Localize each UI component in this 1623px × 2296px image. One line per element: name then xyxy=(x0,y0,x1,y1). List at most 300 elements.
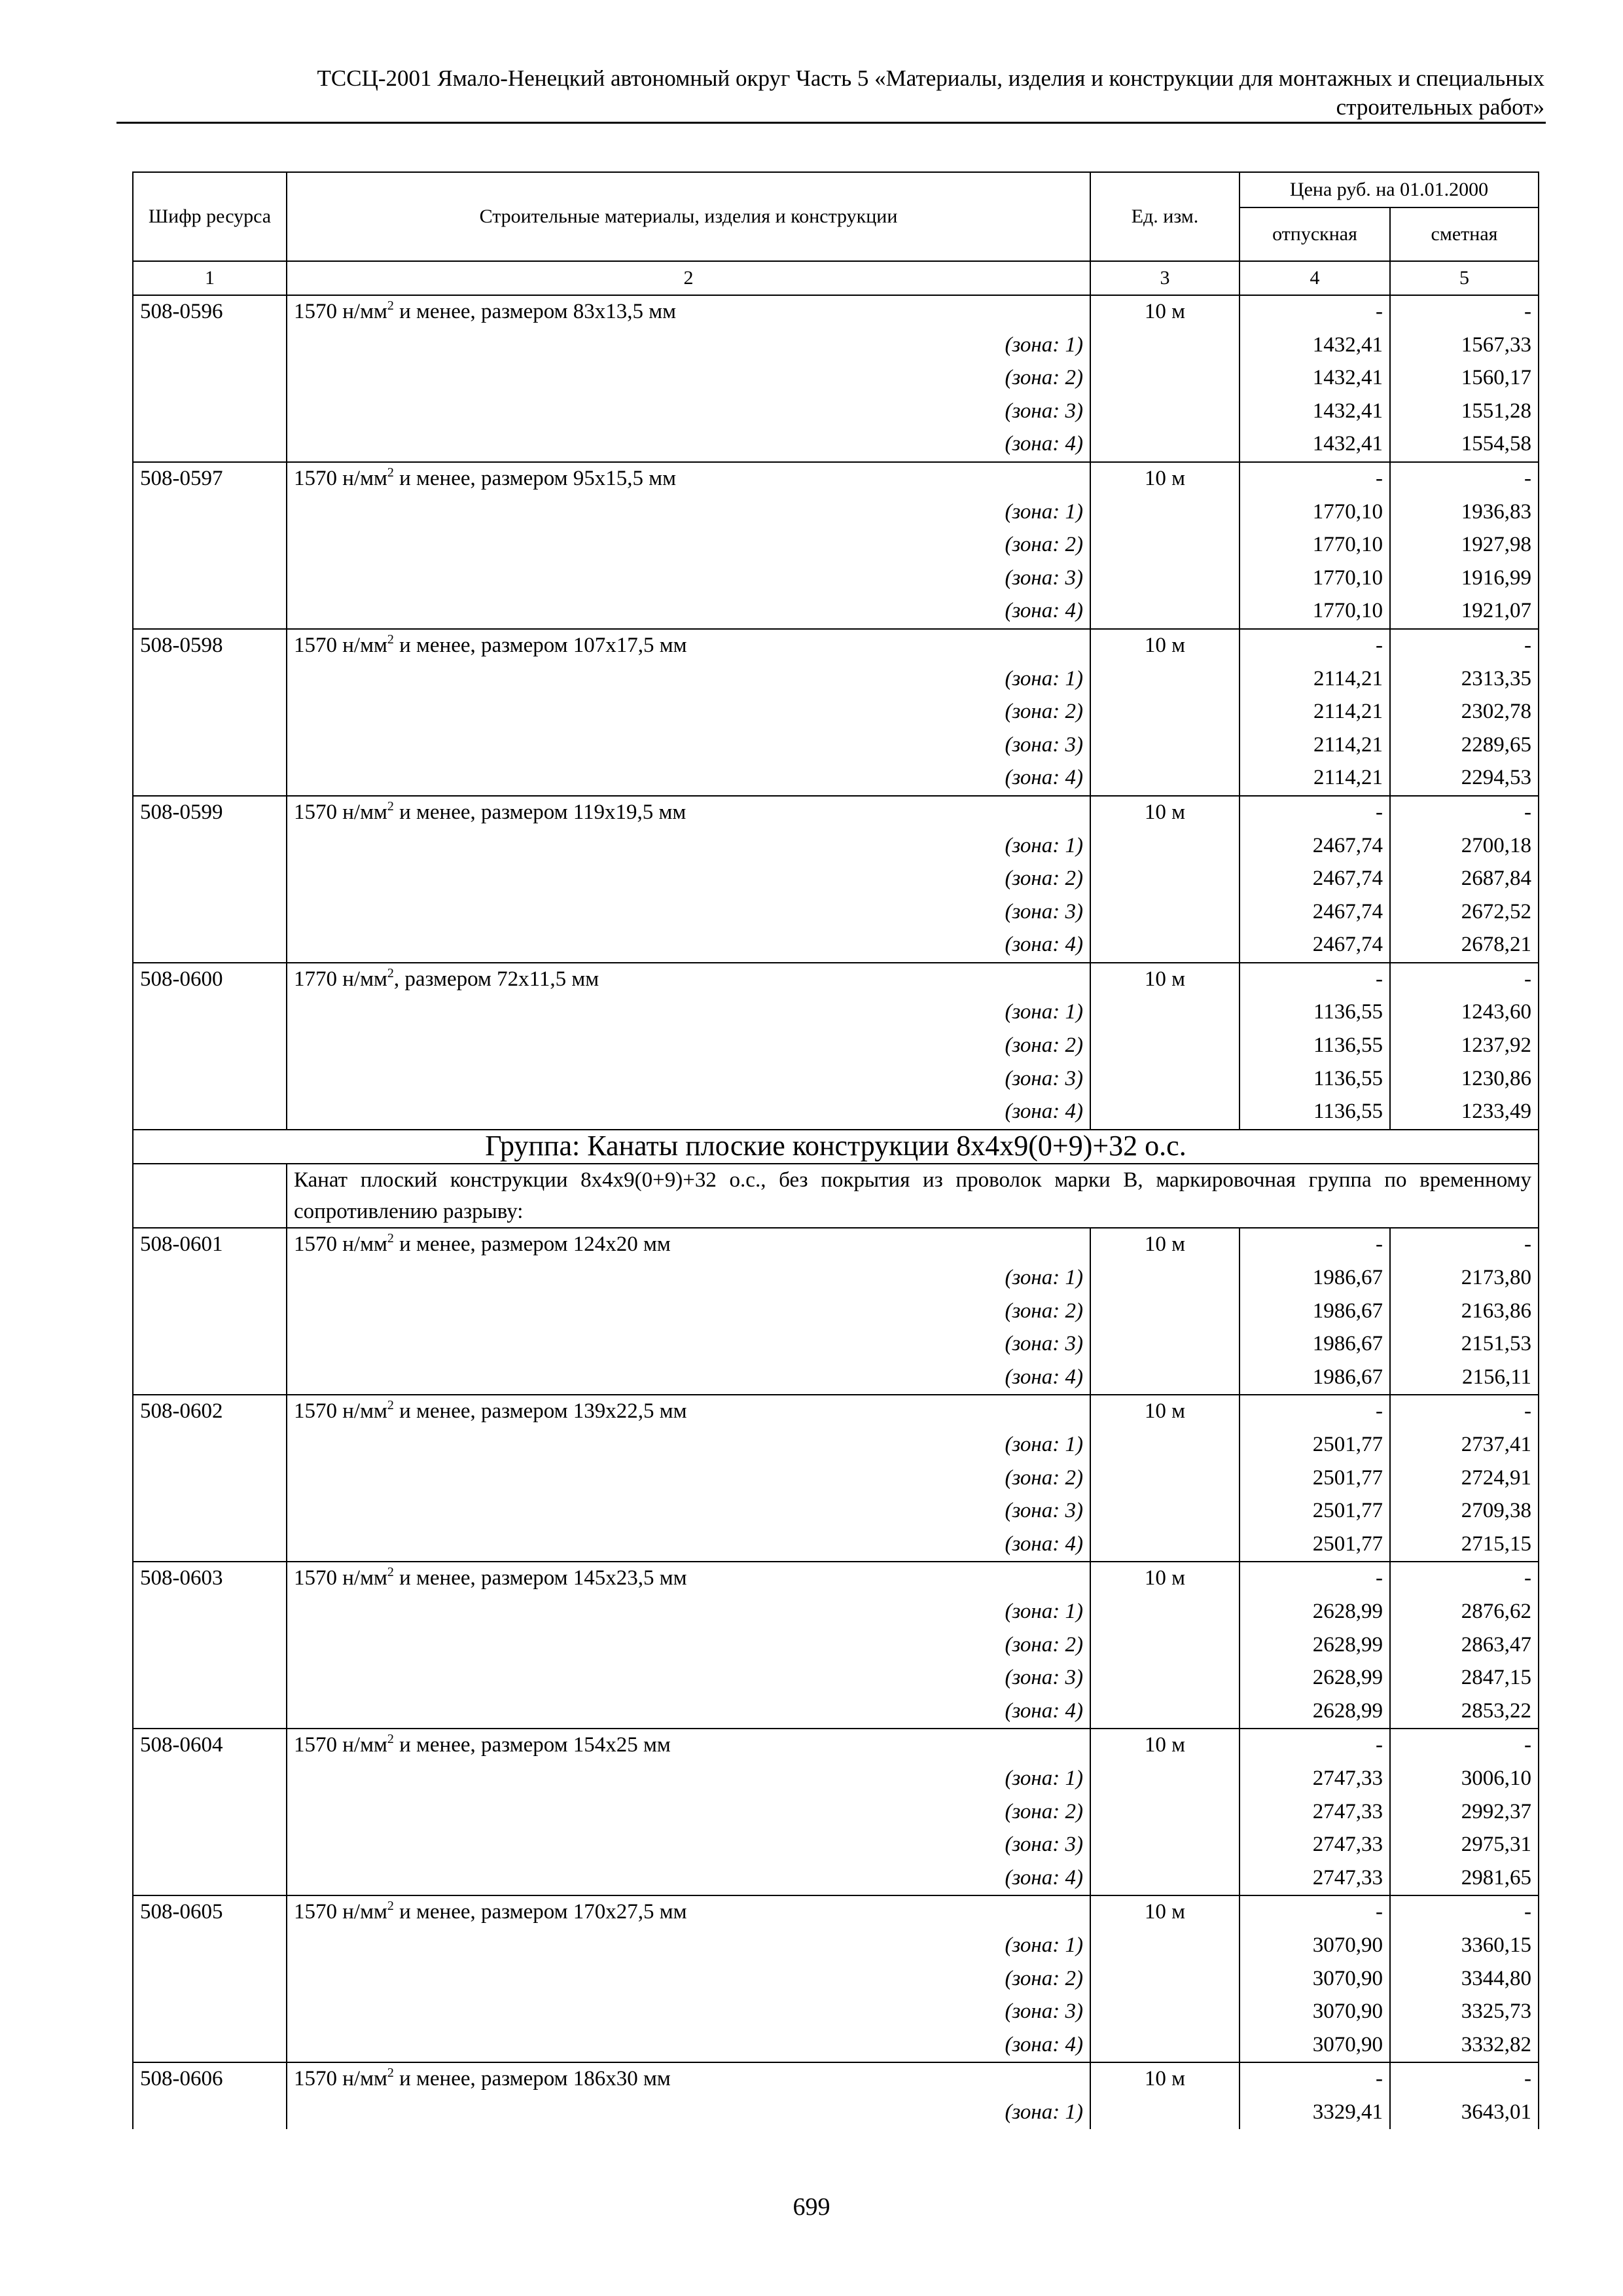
item-header-row xyxy=(133,1395,1539,1429)
item-name-superscript: 2 xyxy=(387,1899,394,1914)
zone-row xyxy=(133,996,1539,1030)
zone-empty-code xyxy=(133,1295,287,1329)
zone-label: (зона: 3) xyxy=(287,395,1090,429)
zone-label: (зона: 4) xyxy=(287,595,1090,629)
estimate-price: 1233,49 xyxy=(1390,1096,1539,1130)
release-price: 2501,77 xyxy=(1240,1429,1390,1462)
zone-empty-code xyxy=(133,1596,287,1629)
release-price: 1986,67 xyxy=(1240,1361,1390,1395)
zone-label: (зона: 3) xyxy=(287,1495,1090,1528)
zone-label: (зона: 3) xyxy=(287,1662,1090,1695)
estimate-price: 2289,65 xyxy=(1390,729,1539,762)
zone-label: (зона: 2) xyxy=(287,362,1090,395)
zone-empty-code xyxy=(133,1829,287,1862)
release-price: 2114,21 xyxy=(1240,762,1390,796)
zone-row xyxy=(133,762,1539,796)
item-name-size: и менее, размером 124х20 мм xyxy=(393,1232,671,1257)
release-price: 1770,10 xyxy=(1240,529,1390,562)
item-name-strength: 1570 н/мм xyxy=(294,2067,387,2091)
zone-row xyxy=(133,1796,1539,1829)
estimate-price: 2709,38 xyxy=(1390,1495,1539,1528)
zone-label: (зона: 2) xyxy=(287,1030,1090,1063)
zone-row xyxy=(133,1596,1539,1629)
col-header-release: отпускная xyxy=(1240,207,1390,261)
estimate-price: 3332,82 xyxy=(1390,2029,1539,2063)
zone-label: (зона: 2) xyxy=(287,696,1090,729)
item-header-row xyxy=(133,963,1539,997)
release-price: 2467,74 xyxy=(1240,896,1390,929)
zone-row xyxy=(133,1695,1539,1729)
zone-empty-code xyxy=(133,1929,287,1963)
zone-empty-code xyxy=(133,496,287,529)
item-name xyxy=(287,1729,1090,1763)
release-price: 2628,99 xyxy=(1240,1629,1390,1662)
estimate-price-dash: - xyxy=(1390,629,1539,663)
zone-empty-code xyxy=(133,1796,287,1829)
zone-row xyxy=(133,1929,1539,1963)
zone-row xyxy=(133,863,1539,896)
header-line-2: строительных работ» xyxy=(1336,94,1544,120)
zone-empty-code xyxy=(133,2096,287,2130)
item-header-row xyxy=(133,462,1539,496)
estimate-price: 2294,53 xyxy=(1390,762,1539,796)
release-price: 3329,41 xyxy=(1240,2096,1390,2130)
table-body-section-2 xyxy=(133,1228,1539,2129)
estimate-price: 3344,80 xyxy=(1390,1963,1539,1996)
zone-empty-code xyxy=(133,362,287,395)
item-name xyxy=(287,963,1090,997)
zone-empty-unit xyxy=(1090,996,1240,1030)
zone-row xyxy=(133,929,1539,963)
zone-empty-code xyxy=(133,1096,287,1130)
zone-label: (зона: 3) xyxy=(287,896,1090,929)
zone-empty-unit xyxy=(1090,329,1240,363)
release-price: 3070,90 xyxy=(1240,1996,1390,2029)
zone-row xyxy=(133,1262,1539,1295)
release-price: 3070,90 xyxy=(1240,2029,1390,2063)
estimate-price: 1551,28 xyxy=(1390,395,1539,429)
zone-label: (зона: 2) xyxy=(287,1629,1090,1662)
zone-empty-unit xyxy=(1090,562,1240,596)
zone-empty-unit xyxy=(1090,1596,1240,1629)
header-divider xyxy=(116,122,1546,124)
item-name-strength: 1570 н/мм xyxy=(294,1399,387,1424)
estimate-price: 1916,99 xyxy=(1390,562,1539,596)
zone-row xyxy=(133,1328,1539,1361)
col-number-3: 3 xyxy=(1090,261,1240,295)
col-header-unit: Ед. изм. xyxy=(1090,172,1240,261)
estimate-price: 2163,86 xyxy=(1390,1295,1539,1329)
item-unit: 10 м xyxy=(1090,2062,1240,2096)
zone-empty-code xyxy=(133,1996,287,2029)
zone-label: (зона: 1) xyxy=(287,1429,1090,1462)
item-unit: 10 м xyxy=(1090,629,1240,663)
zone-empty-code xyxy=(133,595,287,629)
release-price-dash: - xyxy=(1240,1729,1390,1763)
release-price: 2467,74 xyxy=(1240,929,1390,963)
release-price: 1770,10 xyxy=(1240,496,1390,529)
estimate-price: 2876,62 xyxy=(1390,1596,1539,1629)
group-description: Канат плоский конструкции 8х4х9(0+9)+32 о.с., без покрытия из проволок марки В, маркировочная группа по временному сопротивлению разрыву: xyxy=(287,1164,1539,1228)
zone-empty-unit xyxy=(1090,2096,1240,2130)
resource-code: 508-0598 xyxy=(133,629,287,663)
item-name-size: и менее, размером 83х13,5 мм xyxy=(393,300,677,323)
zone-row xyxy=(133,1429,1539,1462)
estimate-price: 1554,58 xyxy=(1390,428,1539,462)
price-table xyxy=(132,171,1539,2129)
release-price-dash: - xyxy=(1240,1562,1390,1596)
zone-empty-code xyxy=(133,762,287,796)
zone-label: (зона: 2) xyxy=(287,1295,1090,1329)
release-price: 2501,77 xyxy=(1240,1462,1390,1496)
resource-code: 508-0602 xyxy=(133,1395,287,1429)
estimate-price-dash: - xyxy=(1390,1562,1539,1596)
zone-label: (зона: 4) xyxy=(287,428,1090,462)
item-name-size: и менее, размером 95х15,5 мм xyxy=(393,466,677,490)
release-price: 2467,74 xyxy=(1240,830,1390,863)
resource-code: 508-0605 xyxy=(133,1895,287,1929)
zone-row xyxy=(133,1662,1539,1695)
estimate-price-dash: - xyxy=(1390,796,1539,830)
zone-empty-unit xyxy=(1090,929,1240,963)
zone-empty-unit xyxy=(1090,1030,1240,1063)
release-price: 2747,33 xyxy=(1240,1763,1390,1796)
item-unit: 10 м xyxy=(1090,1562,1240,1596)
zone-empty-unit xyxy=(1090,1695,1240,1729)
zone-row xyxy=(133,1996,1539,2029)
zone-label: (зона: 3) xyxy=(287,1996,1090,2029)
estimate-price: 3360,15 xyxy=(1390,1929,1539,1963)
release-price: 1986,67 xyxy=(1240,1328,1390,1361)
zone-empty-code xyxy=(133,1963,287,1996)
zone-row xyxy=(133,1361,1539,1395)
estimate-price: 1237,92 xyxy=(1390,1030,1539,1063)
zone-row xyxy=(133,1862,1539,1896)
col-number-1: 1 xyxy=(133,261,287,295)
item-unit: 10 м xyxy=(1090,295,1240,329)
zone-empty-code xyxy=(133,996,287,1030)
zone-row xyxy=(133,1829,1539,1862)
release-price: 1770,10 xyxy=(1240,562,1390,596)
zone-label: (зона: 1) xyxy=(287,830,1090,863)
release-price: 2114,21 xyxy=(1240,663,1390,696)
estimate-price: 2678,21 xyxy=(1390,929,1539,963)
release-price: 1432,41 xyxy=(1240,395,1390,429)
estimate-price: 1921,07 xyxy=(1390,595,1539,629)
release-price-dash: - xyxy=(1240,1895,1390,1929)
item-header-row xyxy=(133,1228,1539,1262)
zone-empty-unit xyxy=(1090,762,1240,796)
zone-label: (зона: 2) xyxy=(287,1796,1090,1829)
zone-label: (зона: 1) xyxy=(287,329,1090,363)
item-name-size: и менее, размером 170х27,5 мм xyxy=(393,1900,687,1924)
item-header-row xyxy=(133,2062,1539,2096)
resource-code: 508-0606 xyxy=(133,2062,287,2096)
zone-row xyxy=(133,1763,1539,1796)
release-price-dash: - xyxy=(1240,295,1390,329)
item-name-strength: 1570 н/мм xyxy=(294,1733,387,1757)
item-name xyxy=(287,1562,1090,1596)
estimate-price: 2687,84 xyxy=(1390,863,1539,896)
zone-empty-code xyxy=(133,1030,287,1063)
estimate-price-dash: - xyxy=(1390,1895,1539,1929)
zone-label: (зона: 3) xyxy=(287,1829,1090,1862)
zone-label: (зона: 4) xyxy=(287,1695,1090,1729)
zone-label: (зона: 3) xyxy=(287,1063,1090,1096)
estimate-price: 2737,41 xyxy=(1390,1429,1539,1462)
estimate-price: 2975,31 xyxy=(1390,1829,1539,1862)
zone-row xyxy=(133,1963,1539,1996)
zone-empty-unit xyxy=(1090,729,1240,762)
zone-empty-unit xyxy=(1090,529,1240,562)
zone-row xyxy=(133,395,1539,429)
estimate-price: 2853,22 xyxy=(1390,1695,1539,1729)
zone-label: (зона: 4) xyxy=(287,1096,1090,1130)
resource-code: 508-0597 xyxy=(133,462,287,496)
zone-empty-unit xyxy=(1090,1662,1240,1695)
zone-empty-unit xyxy=(1090,1462,1240,1496)
release-price-dash: - xyxy=(1240,796,1390,830)
zone-empty-unit xyxy=(1090,1862,1240,1896)
release-price: 2747,33 xyxy=(1240,1862,1390,1896)
item-name-superscript: 2 xyxy=(387,632,394,647)
zone-empty-code xyxy=(133,1862,287,1896)
zone-empty-code xyxy=(133,863,287,896)
zone-label: (зона: 1) xyxy=(287,663,1090,696)
item-name-size: и менее, размером 154х25 мм xyxy=(393,1733,671,1757)
estimate-price: 2715,15 xyxy=(1390,1528,1539,1562)
item-name-superscript: 2 xyxy=(387,1732,394,1747)
item-unit: 10 м xyxy=(1090,1395,1240,1429)
estimate-price: 2302,78 xyxy=(1390,696,1539,729)
item-name-superscript: 2 xyxy=(387,798,394,814)
estimate-price: 1927,98 xyxy=(1390,529,1539,562)
estimate-price: 3643,01 xyxy=(1390,2096,1539,2130)
estimate-price: 2173,80 xyxy=(1390,1262,1539,1295)
zone-label: (зона: 2) xyxy=(287,1963,1090,1996)
zone-label: (зона: 3) xyxy=(287,1328,1090,1361)
zone-label: (зона: 1) xyxy=(287,496,1090,529)
estimate-price-dash: - xyxy=(1390,462,1539,496)
release-price: 2747,33 xyxy=(1240,1796,1390,1829)
zone-label: (зона: 2) xyxy=(287,1462,1090,1496)
release-price-dash: - xyxy=(1240,1395,1390,1429)
item-name-size: и менее, размером 107х17,5 мм xyxy=(393,633,687,657)
release-price-dash: - xyxy=(1240,963,1390,997)
zone-empty-unit xyxy=(1090,1763,1240,1796)
zone-row xyxy=(133,830,1539,863)
estimate-price: 2724,91 xyxy=(1390,1462,1539,1496)
zone-label: (зона: 4) xyxy=(287,1862,1090,1896)
zone-empty-unit xyxy=(1090,1328,1240,1361)
item-name-strength: 1570 н/мм xyxy=(294,1900,387,1924)
zone-empty-unit xyxy=(1090,663,1240,696)
zone-label: (зона: 4) xyxy=(287,1528,1090,1562)
zone-empty-unit xyxy=(1090,1262,1240,1295)
item-header-row xyxy=(133,295,1539,329)
group-desc-code-cell xyxy=(133,1164,287,1228)
zone-label: (зона: 1) xyxy=(287,1929,1090,1963)
estimate-price: 2156,11 xyxy=(1390,1361,1539,1395)
zone-empty-code xyxy=(133,696,287,729)
release-price-dash: - xyxy=(1240,1228,1390,1262)
item-name-strength: 1570 н/мм xyxy=(294,1232,387,1257)
item-name-size: , размером 72х11,5 мм xyxy=(393,967,599,991)
zone-label: (зона: 4) xyxy=(287,929,1090,963)
release-price: 1136,55 xyxy=(1240,1030,1390,1063)
item-name-superscript: 2 xyxy=(387,1565,394,1580)
zone-empty-code xyxy=(133,830,287,863)
release-price: 2628,99 xyxy=(1240,1596,1390,1629)
zone-empty-code xyxy=(133,1629,287,1662)
estimate-price: 2981,65 xyxy=(1390,1862,1539,1896)
release-price: 3070,90 xyxy=(1240,1929,1390,1963)
zone-empty-unit xyxy=(1090,1629,1240,1662)
item-name-size: и менее, размером 186х30 мм xyxy=(393,2067,671,2091)
zone-empty-code xyxy=(133,896,287,929)
item-header-row xyxy=(133,1895,1539,1929)
zone-empty-code xyxy=(133,929,287,963)
col-header-price: Цена руб. на 01.01.2000 xyxy=(1240,172,1539,207)
zone-row xyxy=(133,2029,1539,2063)
zone-empty-unit xyxy=(1090,1429,1240,1462)
estimate-price: 2700,18 xyxy=(1390,830,1539,863)
release-price: 2114,21 xyxy=(1240,729,1390,762)
zone-empty-unit xyxy=(1090,830,1240,863)
zone-row xyxy=(133,1495,1539,1528)
zone-label: (зона: 1) xyxy=(287,1262,1090,1295)
zone-row xyxy=(133,529,1539,562)
release-price: 2501,77 xyxy=(1240,1528,1390,1562)
item-name-strength: 1770 н/мм xyxy=(294,967,387,991)
zone-empty-code xyxy=(133,1262,287,1295)
zone-empty-unit xyxy=(1090,1528,1240,1562)
release-price: 2628,99 xyxy=(1240,1662,1390,1695)
zone-empty-code xyxy=(133,729,287,762)
release-price-dash: - xyxy=(1240,2062,1390,2096)
zone-empty-unit xyxy=(1090,896,1240,929)
zone-empty-unit xyxy=(1090,1096,1240,1130)
zone-empty-code xyxy=(133,1361,287,1395)
zone-row xyxy=(133,663,1539,696)
release-price: 1770,10 xyxy=(1240,595,1390,629)
zone-empty-unit xyxy=(1090,2029,1240,2063)
estimate-price: 1567,33 xyxy=(1390,329,1539,363)
zone-empty-code xyxy=(133,1662,287,1695)
zone-empty-code xyxy=(133,329,287,363)
zone-empty-code xyxy=(133,428,287,462)
estimate-price-dash: - xyxy=(1390,1228,1539,1262)
col-header-code: Шифр ресурса xyxy=(133,172,287,261)
item-unit: 10 м xyxy=(1090,796,1240,830)
zone-row xyxy=(133,1030,1539,1063)
item-name-superscript: 2 xyxy=(387,1398,394,1413)
col-header-name: Строительные материалы, изделия и конструкции xyxy=(287,172,1090,261)
estimate-price: 1936,83 xyxy=(1390,496,1539,529)
release-price: 1986,67 xyxy=(1240,1295,1390,1329)
estimate-price: 3006,10 xyxy=(1390,1763,1539,1796)
item-name-size: и менее, размером 145х23,5 мм xyxy=(393,1566,687,1590)
estimate-price: 2847,15 xyxy=(1390,1662,1539,1695)
release-price: 2747,33 xyxy=(1240,1829,1390,1862)
zone-row xyxy=(133,1629,1539,1662)
group-section xyxy=(133,1130,1539,1229)
zone-row xyxy=(133,729,1539,762)
item-name-strength: 1570 н/мм xyxy=(294,300,387,323)
zone-row xyxy=(133,1295,1539,1329)
item-name-superscript: 2 xyxy=(387,965,394,980)
zone-row xyxy=(133,428,1539,462)
release-price: 2114,21 xyxy=(1240,696,1390,729)
item-name-superscript: 2 xyxy=(387,2066,394,2081)
col-number-5: 5 xyxy=(1390,261,1539,295)
zone-label: (зона: 3) xyxy=(287,729,1090,762)
zone-label: (зона: 4) xyxy=(287,1361,1090,1395)
zone-empty-code xyxy=(133,529,287,562)
zone-label: (зона: 1) xyxy=(287,1763,1090,1796)
zone-empty-code xyxy=(133,1063,287,1096)
header-line-1: ТССЦ-2001 Ямало-Ненецкий автономный округ Часть 5 «Материалы, изделия и конструкции для монтажных и специальных xyxy=(317,65,1544,91)
release-price: 2501,77 xyxy=(1240,1495,1390,1528)
item-name-size: и менее, размером 119х19,5 мм xyxy=(393,800,687,824)
item-header-row xyxy=(133,1562,1539,1596)
estimate-price: 1560,17 xyxy=(1390,362,1539,395)
release-price: 1432,41 xyxy=(1240,329,1390,363)
col-number-4: 4 xyxy=(1240,261,1390,295)
zone-row xyxy=(133,329,1539,363)
resource-code: 508-0601 xyxy=(133,1228,287,1262)
zone-row xyxy=(133,1528,1539,1562)
estimate-price: 2863,47 xyxy=(1390,1629,1539,1662)
estimate-price-dash: - xyxy=(1390,1395,1539,1429)
item-name xyxy=(287,1228,1090,1262)
resource-code: 508-0599 xyxy=(133,796,287,830)
zone-label: (зона: 2) xyxy=(287,529,1090,562)
zone-empty-code xyxy=(133,1763,287,1796)
zone-empty-code xyxy=(133,395,287,429)
resource-code: 508-0600 xyxy=(133,963,287,997)
release-price: 2467,74 xyxy=(1240,863,1390,896)
page-header xyxy=(118,64,1544,122)
zone-empty-code xyxy=(133,2029,287,2063)
zone-label: (зона: 4) xyxy=(287,2029,1090,2063)
zone-empty-code xyxy=(133,1429,287,1462)
release-price-dash: - xyxy=(1240,462,1390,496)
zone-empty-unit xyxy=(1090,1295,1240,1329)
zone-row xyxy=(133,2096,1539,2130)
item-header-row xyxy=(133,796,1539,830)
item-name xyxy=(287,1395,1090,1429)
zone-row xyxy=(133,696,1539,729)
zone-empty-unit xyxy=(1090,1495,1240,1528)
resource-code: 508-0604 xyxy=(133,1729,287,1763)
estimate-price: 1230,86 xyxy=(1390,1063,1539,1096)
item-header-row xyxy=(133,629,1539,663)
item-name xyxy=(287,295,1090,329)
zone-label: (зона: 2) xyxy=(287,863,1090,896)
item-name-strength: 1570 н/мм xyxy=(294,800,387,824)
zone-label: (зона: 1) xyxy=(287,996,1090,1030)
release-price: 1136,55 xyxy=(1240,1063,1390,1096)
col-header-estimate: сметная xyxy=(1390,207,1539,261)
estimate-price: 2992,37 xyxy=(1390,1796,1539,1829)
zone-empty-unit xyxy=(1090,1063,1240,1096)
estimate-price: 3325,73 xyxy=(1390,1996,1539,2029)
item-name-superscript: 2 xyxy=(387,298,394,313)
release-price: 1136,55 xyxy=(1240,1096,1390,1130)
zone-empty-code xyxy=(133,1695,287,1729)
release-price: 1432,41 xyxy=(1240,428,1390,462)
